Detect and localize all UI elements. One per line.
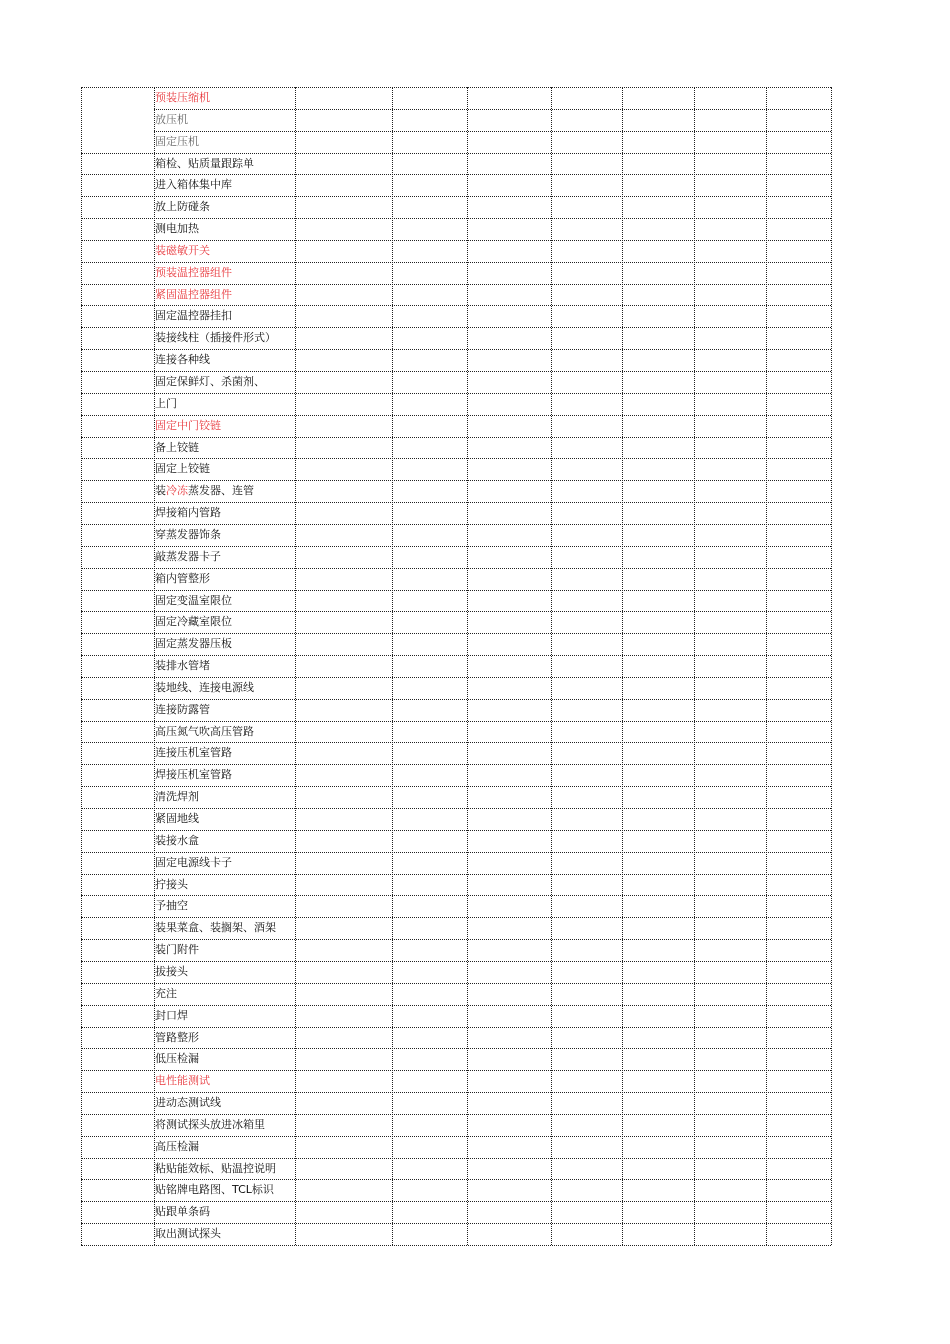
grid-vline xyxy=(295,87,296,1245)
process-step-cell: 固定中门铰链 xyxy=(155,418,221,432)
process-step-cell: 紧固温控器组件 xyxy=(155,287,232,301)
grid-vline xyxy=(551,87,552,1245)
process-step-cell: 装果菜盒、装搁架、酒架 xyxy=(155,921,276,935)
process-step-cell: 装接线柱（插接件形式） xyxy=(155,331,276,345)
process-step-cell: 低压检漏 xyxy=(155,1052,199,1066)
process-step-cell: 拧接头 xyxy=(155,877,188,891)
process-step-cell: 装门附件 xyxy=(155,943,199,957)
process-step-cell: 固定蒸发器压板 xyxy=(155,637,232,651)
process-step-cell: 固定变温室限位 xyxy=(155,593,232,607)
process-step-cell: 装地线、连接电源线 xyxy=(155,680,254,694)
process-table xyxy=(81,87,831,1245)
process-step-cell: 上门 xyxy=(155,396,177,410)
process-step-cell: 箱内管整形 xyxy=(155,571,210,585)
process-step-text-part: 装 xyxy=(155,484,166,498)
grid-vline xyxy=(766,87,767,1245)
grid-vline xyxy=(392,87,393,1245)
grid-vline xyxy=(622,87,623,1245)
process-step-cell: 高压氮气吹高压管路 xyxy=(155,724,254,738)
grid-hline xyxy=(81,1245,831,1246)
process-step-cell: 连接防露管 xyxy=(155,702,210,716)
process-step-cell: 测电加热 xyxy=(155,222,199,236)
process-step-cell: 紧固地线 xyxy=(155,812,199,826)
process-step-cell: 将测试探头放进冰箱里 xyxy=(155,1117,265,1131)
process-step-cell: 粘贴能效标、贴温控说明 xyxy=(155,1161,276,1175)
grid-vline xyxy=(694,87,695,1245)
process-step-cell xyxy=(154,480,295,502)
process-step-cell: 固定上铰链 xyxy=(155,462,210,476)
process-step-cell: 进入箱体集中库 xyxy=(155,178,232,192)
process-step-cell: 放上防碰条 xyxy=(155,200,210,214)
process-step-cell: 连接压机室管路 xyxy=(155,746,232,760)
process-step-cell: 备上铰链 xyxy=(155,440,199,454)
process-step-cell: 敲蒸发器卡子 xyxy=(155,549,221,563)
process-step-cell: 予抽空 xyxy=(155,899,188,913)
process-step-text-part: 蒸发器、连管 xyxy=(188,484,254,498)
process-step-cell: 装排水管堵 xyxy=(155,659,210,673)
process-step-cell: 贴跟单条码 xyxy=(155,1205,210,1219)
process-step-cell: 放压机 xyxy=(155,112,188,126)
process-step-cell: 管路整形 xyxy=(155,1030,199,1044)
process-step-cell: 焊接压机室管路 xyxy=(155,768,232,782)
process-step-cell: 清洗焊剂 xyxy=(155,790,199,804)
process-step-cell: 取出测试探头 xyxy=(155,1227,221,1241)
process-step-cell: 装磁敏开关 xyxy=(155,243,210,257)
process-step-cell: 装接水盒 xyxy=(155,833,199,847)
grid-vline xyxy=(467,87,468,1245)
process-step-cell: 穿蒸发器饰条 xyxy=(155,527,221,541)
process-step-cell: 贴铭牌电路图、TCL标识 xyxy=(155,1183,274,1197)
grid-vline xyxy=(831,87,832,1245)
process-step-cell: 进动态测试线 xyxy=(155,1096,221,1110)
process-step-cell: 固定电源线卡子 xyxy=(155,855,232,869)
process-step-cell: 电性能测试 xyxy=(155,1074,210,1088)
process-step-cell: 预装温控器组件 xyxy=(155,265,232,279)
grid-vline xyxy=(81,87,82,1245)
process-step-cell: 焊接箱内管路 xyxy=(155,506,221,520)
process-step-cell: 固定保鲜灯、杀菌剂、 xyxy=(155,375,265,389)
process-step-cell: 固定压机 xyxy=(155,134,199,148)
process-step-cell: 拔接头 xyxy=(155,964,188,978)
process-step-cell: 固定温控器挂扣 xyxy=(155,309,232,323)
process-step-cell: 固定冷藏室限位 xyxy=(155,615,232,629)
process-step-cell: 连接各种线 xyxy=(155,353,210,367)
process-step-cell: 箱检、贴质量跟踪单 xyxy=(155,156,254,170)
process-step-cell: 封口焊 xyxy=(155,1008,188,1022)
process-step-cell: 预装压缩机 xyxy=(155,91,210,104)
process-step-cell: 高压检漏 xyxy=(155,1139,199,1153)
process-step-text-part: 冷冻 xyxy=(166,484,188,498)
process-step-cell: 充注 xyxy=(155,986,177,1000)
